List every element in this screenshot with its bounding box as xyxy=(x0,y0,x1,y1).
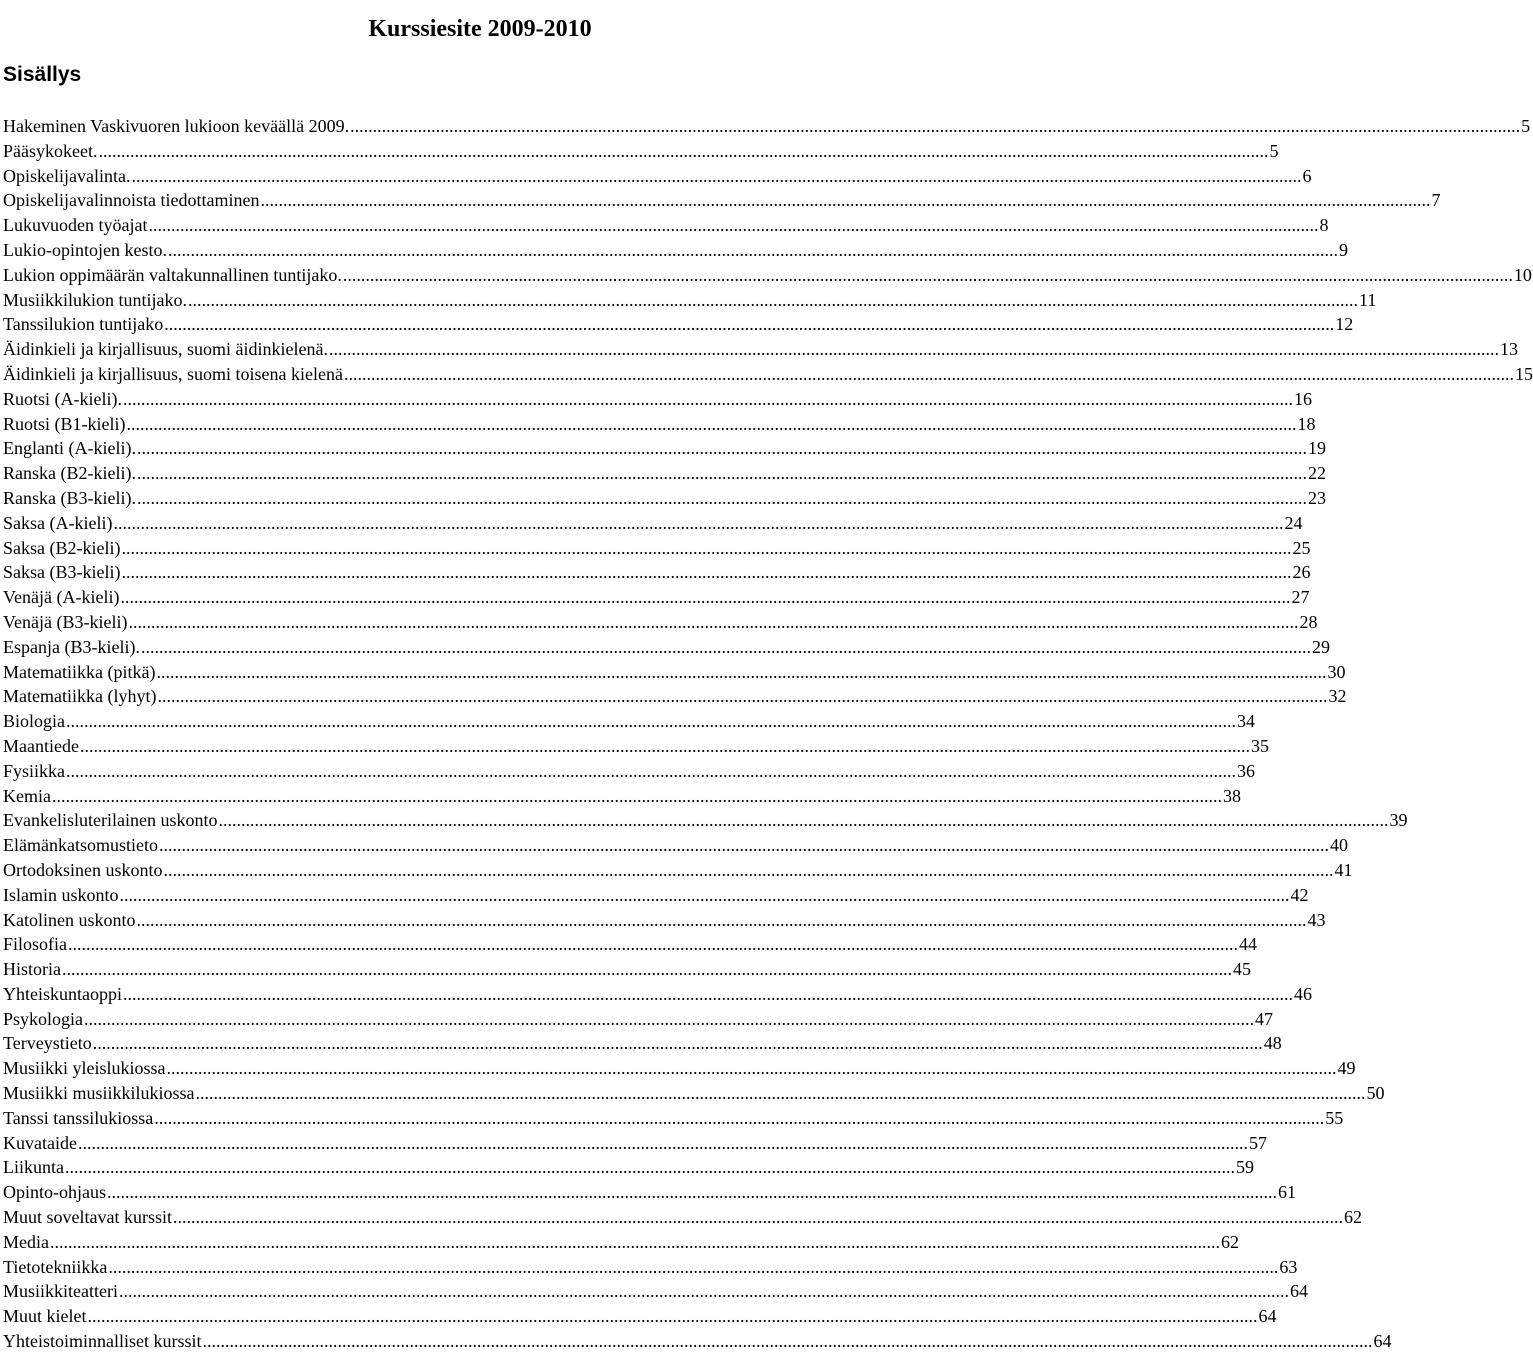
toc-entry[interactable] xyxy=(3,560,1311,585)
toc-dot-leader: .................................................................................................................................................................................................................................................................... xyxy=(163,859,1334,880)
toc-dot-leader: .................................................................................................................................................................................................................................................................... xyxy=(164,314,1335,335)
toc-entry-page-number: 61 xyxy=(1278,1182,1296,1203)
toc-dot-leader: .................................................................................................................................................................................................................................................................... xyxy=(343,363,1514,384)
toc-entry-page-number: 43 xyxy=(1307,909,1326,930)
toc-entry[interactable] xyxy=(3,238,1348,263)
toc-entry-page-number: 47 xyxy=(1255,1008,1274,1029)
toc-entry-label: Ranska (B2-kieli). xyxy=(3,463,136,484)
toc-entry[interactable] xyxy=(3,1081,1385,1106)
toc-entry-label: Maantiede xyxy=(3,735,79,756)
toc-entry-label: Äidinkieli ja kirjallisuus, suomi äidinkielenä. xyxy=(3,339,328,360)
toc-entry-label: Biologia xyxy=(3,711,65,732)
toc-dot-leader: .................................................................................................................................................................................................................................................................... xyxy=(87,1306,1258,1327)
toc-entry-page-number: 57 xyxy=(1248,1132,1267,1153)
toc-dot-leader: .................................................................................................................................................................................................................................................................... xyxy=(157,686,1328,707)
toc-entry-label: Venäjä (A-kieli) xyxy=(3,587,120,608)
toc-entry-page-number: 40 xyxy=(1329,835,1348,856)
toc-entry-label: Opiskelijavalinnoista tiedottaminen xyxy=(3,190,260,211)
toc-dot-leader: .................................................................................................................................................................................................................................................................... xyxy=(154,1107,1325,1128)
toc-entry-label: Elämänkatsomustieto xyxy=(3,835,158,856)
toc-entry[interactable] xyxy=(3,1007,1274,1032)
toc-entry-label: Ruotsi (B1-kieli) xyxy=(3,413,126,434)
toc-dot-leader: .................................................................................................................................................................................................................................................................... xyxy=(108,1256,1279,1277)
toc-entry-label: Yhteistoiminnalliset kurssit xyxy=(3,1331,202,1352)
toc-dot-leader: .................................................................................................................................................................................................................................................................... xyxy=(79,735,1250,756)
toc-dot-leader: .................................................................................................................................................................................................................................................................... xyxy=(136,463,1307,484)
toc-entry[interactable] xyxy=(3,759,1256,784)
toc-entry[interactable] xyxy=(3,1131,1267,1156)
toc-entry-label: Terveystieto xyxy=(3,1033,92,1054)
toc-entry-page-number: 41 xyxy=(1334,859,1353,880)
toc-entry[interactable] xyxy=(3,337,1518,362)
toc-dot-leader: .................................................................................................................................................................................................................................................................... xyxy=(140,636,1311,657)
toc-entry[interactable] xyxy=(3,1056,1356,1081)
toc-entry-page-number: 24 xyxy=(1284,512,1303,533)
toc-dot-leader: .................................................................................................................................................................................................................................................................... xyxy=(166,1058,1337,1079)
toc-entry-page-number: 48 xyxy=(1263,1033,1282,1054)
toc-entry[interactable] xyxy=(3,1155,1254,1180)
toc-entry-label: Matematiikka (lyhyt) xyxy=(3,686,157,707)
toc-entry-page-number: 15 xyxy=(1514,363,1533,384)
toc-dot-leader: .................................................................................................................................................................................................................................................................... xyxy=(119,884,1290,905)
toc-entry[interactable] xyxy=(3,536,1311,561)
toc-entry-label: Lukuvuoden työajat xyxy=(3,215,148,236)
toc-entry[interactable] xyxy=(3,1230,1239,1255)
toc-entry[interactable] xyxy=(3,412,1316,437)
toc-entry-page-number: 26 xyxy=(1292,562,1311,583)
toc-entry[interactable] xyxy=(3,610,1318,635)
toc-entry[interactable] xyxy=(3,1106,1344,1131)
toc-dot-leader: .................................................................................................................................................................................................................................................................... xyxy=(167,239,1338,260)
toc-entry[interactable] xyxy=(3,486,1326,511)
toc-entry-label: Saksa (B3-kieli) xyxy=(3,562,121,583)
page-title: Kurssiesite 2009-2010 xyxy=(368,16,592,43)
toc-entry[interactable] xyxy=(3,188,1441,213)
toc-dot-leader: .................................................................................................................................................................................................................................................................... xyxy=(120,587,1291,608)
toc-entry-label: Fysiikka xyxy=(3,760,66,781)
toc-dot-leader: .................................................................................................................................................................................................................................................................... xyxy=(158,835,1329,856)
toc-dot-leader: .................................................................................................................................................................................................................................................................... xyxy=(121,562,1292,583)
toc-dot-leader: .................................................................................................................................................................................................................................................................... xyxy=(131,165,1302,186)
toc-dot-leader: .................................................................................................................................................................................................................................................................... xyxy=(121,537,1292,558)
toc-entry-label: Islamin uskonto xyxy=(3,884,119,905)
toc-entry-page-number: 30 xyxy=(1327,661,1346,682)
toc-entry[interactable] xyxy=(3,1255,1298,1280)
toc-entry-label: Historia xyxy=(3,959,61,980)
toc-entry-page-number: 34 xyxy=(1237,711,1255,732)
toc-entry-page-number: 64 xyxy=(1373,1331,1392,1352)
toc-entry-label: Ranska (B3-kieli). xyxy=(3,487,136,508)
toc-entry-label: Evankelisluterilainen uskonto xyxy=(3,810,218,831)
toc-entry[interactable] xyxy=(3,1180,1296,1205)
toc-dot-leader: .................................................................................................................................................................................................................................................................... xyxy=(148,215,1319,236)
toc-entry-page-number: 11 xyxy=(1359,289,1377,310)
toc-entry-page-number: 39 xyxy=(1389,810,1408,831)
toc-entry-label: Saksa (A-kieli) xyxy=(3,512,113,533)
toc-entry-page-number: 62 xyxy=(1220,1231,1239,1252)
toc-dot-leader: .................................................................................................................................................................................................................................................................... xyxy=(118,1281,1289,1302)
toc-entry[interactable] xyxy=(3,312,1354,337)
toc-entry-page-number: 35 xyxy=(1250,735,1269,756)
toc-entry-page-number: 9 xyxy=(1338,239,1348,260)
toc-entry-label: Musiikkiteatteri xyxy=(3,1281,118,1302)
toc-entry-page-number: 19 xyxy=(1307,438,1326,459)
toc-entry[interactable] xyxy=(3,982,1312,1007)
toc-entry-page-number: 44 xyxy=(1239,934,1258,955)
toc-entry[interactable] xyxy=(3,1279,1308,1304)
toc-dot-leader: .................................................................................................................................................................................................................................................................... xyxy=(62,959,1232,980)
toc-dot-leader: .................................................................................................................................................................................................................................................................... xyxy=(98,140,1269,161)
toc-entry-label: Liikunta xyxy=(3,1157,64,1178)
toc-entry-page-number: 10 xyxy=(1513,264,1532,285)
toc-entry-label: Tanssilukion tuntijako xyxy=(3,314,164,335)
toc-entry[interactable] xyxy=(3,288,1377,313)
toc-entry[interactable] xyxy=(3,1205,1362,1230)
toc-entry-page-number: 5 xyxy=(1521,116,1531,136)
toc-entry-label: Kemia xyxy=(3,785,51,806)
toc-entry-label: Musiikki yleislukiossa xyxy=(3,1058,166,1079)
toc-entry-page-number: 32 xyxy=(1328,686,1347,707)
toc-entry-page-number: 7 xyxy=(1431,190,1441,211)
toc-entry-label: Englanti (A-kieli). xyxy=(3,438,136,459)
toc-entry[interactable] xyxy=(3,114,1531,139)
toc-entry-page-number: 25 xyxy=(1292,537,1311,558)
toc-entry-label: Yhteiskuntaoppi xyxy=(3,983,122,1004)
toc-dot-leader: .................................................................................................................................................................................................................................................................... xyxy=(66,711,1236,732)
toc-dot-leader: .................................................................................................................................................................................................................................................................... xyxy=(51,785,1222,806)
toc-entry-label: Pääsykokeet. xyxy=(3,140,98,161)
toc-dot-leader: .................................................................................................................................................................................................................................................................... xyxy=(350,116,1521,136)
toc-dot-leader: .................................................................................................................................................................................................................................................................... xyxy=(328,339,1499,360)
toc-entry-label: Opiskelijavalinta. xyxy=(3,165,131,186)
toc-entry[interactable] xyxy=(3,808,1408,833)
toc-entry-page-number: 5 xyxy=(1269,140,1279,161)
toc-entry[interactable] xyxy=(3,833,1348,858)
toc-dot-leader: .................................................................................................................................................................................................................................................................... xyxy=(136,909,1307,930)
toc-entry-page-number: 22 xyxy=(1307,463,1326,484)
toc-dot-leader: .................................................................................................................................................................................................................................................................... xyxy=(218,810,1389,831)
toc-entry[interactable] xyxy=(3,139,1279,164)
toc-entry-page-number: 28 xyxy=(1299,611,1318,632)
toc-entry-label: Äidinkieli ja kirjallisuus, suomi toisena kielenä xyxy=(3,363,343,384)
toc-entry[interactable] xyxy=(3,461,1326,486)
toc-entry[interactable] xyxy=(3,684,1347,709)
table-of-contents xyxy=(3,114,1533,1354)
toc-dot-leader: .................................................................................................................................................................................................................................................................... xyxy=(123,388,1293,409)
toc-dot-leader: .................................................................................................................................................................................................................................................................... xyxy=(66,760,1237,781)
toc-entry[interactable] xyxy=(3,932,1258,957)
toc-entry[interactable] xyxy=(3,213,1329,238)
toc-dot-leader: .................................................................................................................................................................................................................................................................... xyxy=(136,438,1307,459)
toc-entry[interactable] xyxy=(3,164,1312,189)
toc-entry-label: Espanja (B3-kieli). xyxy=(3,636,140,657)
toc-dot-leader: .................................................................................................................................................................................................................................................................... xyxy=(202,1331,1373,1352)
toc-entry[interactable] xyxy=(3,1329,1392,1354)
toc-dot-leader: .................................................................................................................................................................................................................................................................... xyxy=(77,1132,1248,1153)
toc-dot-leader: .................................................................................................................................................................................................................................................................... xyxy=(128,611,1299,632)
toc-entry-page-number: 8 xyxy=(1319,215,1329,236)
toc-dot-leader: .................................................................................................................................................................................................................................................................... xyxy=(188,289,1359,310)
toc-entry[interactable] xyxy=(3,263,1532,288)
toc-entry-page-number: 16 xyxy=(1294,388,1312,409)
toc-dot-leader: .................................................................................................................................................................................................................................................................... xyxy=(156,661,1327,682)
toc-entry-page-number: 50 xyxy=(1366,1083,1385,1104)
toc-dot-leader: .................................................................................................................................................................................................................................................................... xyxy=(84,1008,1255,1029)
toc-entry-label: Muut soveltavat kurssit xyxy=(3,1207,172,1228)
toc-dot-leader: .................................................................................................................................................................................................................................................................... xyxy=(126,413,1297,434)
toc-entry[interactable] xyxy=(3,511,1303,536)
toc-entry-page-number: 59 xyxy=(1236,1157,1254,1178)
toc-entry-label: Katolinen uskonto xyxy=(3,909,136,930)
toc-entry-label: Tietotekniikka xyxy=(3,1256,108,1277)
toc-entry-label: Matematiikka (pitkä) xyxy=(3,661,156,682)
toc-entry-label: Ruotsi (A-kieli). xyxy=(3,388,122,409)
toc-entry-page-number: 63 xyxy=(1279,1256,1298,1277)
toc-dot-leader: .................................................................................................................................................................................................................................................................... xyxy=(107,1182,1277,1203)
toc-entry-label: Ortodoksinen uskonto xyxy=(3,859,163,880)
toc-entry-label: Psykologia xyxy=(3,1008,84,1029)
toc-entry-label: Hakeminen Vaskivuoren lukioon keväällä 2009. xyxy=(3,116,350,136)
toc-entry-label: Media xyxy=(3,1231,49,1252)
toc-entry[interactable] xyxy=(3,660,1346,685)
toc-heading: Sisällys xyxy=(3,63,82,86)
toc-entry-page-number: 42 xyxy=(1290,884,1309,905)
toc-entry-label: Filosofia xyxy=(3,934,68,955)
toc-entry[interactable] xyxy=(3,436,1326,461)
toc-entry-page-number: 46 xyxy=(1294,983,1312,1004)
toc-entry-label: Musiikkilukion tuntijako. xyxy=(3,289,188,310)
toc-entry-page-number: 36 xyxy=(1237,760,1256,781)
toc-entry-label: Tanssi tanssilukiossa xyxy=(3,1107,154,1128)
toc-dot-leader: .................................................................................................................................................................................................................................................................... xyxy=(123,983,1293,1004)
toc-entry-page-number: 38 xyxy=(1222,785,1241,806)
toc-entry[interactable] xyxy=(3,585,1310,610)
toc-entry-page-number: 27 xyxy=(1291,587,1310,608)
toc-entry[interactable] xyxy=(3,1304,1277,1329)
toc-entry[interactable] xyxy=(3,858,1353,883)
toc-dot-leader: .................................................................................................................................................................................................................................................................... xyxy=(68,934,1239,955)
toc-dot-leader: .................................................................................................................................................................................................................................................................... xyxy=(92,1033,1263,1054)
toc-entry[interactable] xyxy=(3,362,1533,387)
toc-entry-page-number: 64 xyxy=(1258,1306,1277,1327)
toc-entry-page-number: 64 xyxy=(1289,1281,1308,1302)
toc-entry[interactable] xyxy=(3,883,1309,908)
toc-entry[interactable] xyxy=(3,734,1269,759)
toc-dot-leader: .................................................................................................................................................................................................................................................................... xyxy=(113,512,1284,533)
toc-entry[interactable] xyxy=(3,635,1330,660)
toc-entry-page-number: 45 xyxy=(1233,959,1251,980)
toc-entry[interactable] xyxy=(3,784,1241,809)
toc-entry[interactable] xyxy=(3,1031,1282,1056)
toc-entry-label: Opinto-ohjaus xyxy=(3,1182,106,1203)
toc-entry-page-number: 12 xyxy=(1335,314,1354,335)
toc-entry-page-number: 18 xyxy=(1297,413,1316,434)
toc-entry-page-number: 23 xyxy=(1307,487,1326,508)
toc-dot-leader: .................................................................................................................................................................................................................................................................... xyxy=(260,190,1431,211)
toc-entry[interactable] xyxy=(3,908,1326,933)
toc-entry[interactable] xyxy=(3,709,1255,734)
toc-entry-page-number: 13 xyxy=(1499,339,1518,360)
toc-dot-leader: .................................................................................................................................................................................................................................................................... xyxy=(49,1231,1220,1252)
toc-entry[interactable] xyxy=(3,387,1312,412)
toc-dot-leader: .................................................................................................................................................................................................................................................................... xyxy=(342,264,1513,285)
toc-dot-leader: .................................................................................................................................................................................................................................................................... xyxy=(65,1157,1235,1178)
toc-entry-label: Muut kielet xyxy=(3,1306,87,1327)
toc-entry-page-number: 55 xyxy=(1325,1107,1344,1128)
toc-dot-leader: .................................................................................................................................................................................................................................................................... xyxy=(136,487,1307,508)
toc-dot-leader: .................................................................................................................................................................................................................................................................... xyxy=(195,1083,1366,1104)
toc-dot-leader: .................................................................................................................................................................................................................................................................... xyxy=(173,1207,1343,1228)
toc-entry-page-number: 29 xyxy=(1311,636,1330,657)
toc-entry-label: Venäjä (B3-kieli) xyxy=(3,611,128,632)
toc-entry[interactable] xyxy=(3,957,1251,982)
toc-entry-page-number: 6 xyxy=(1302,165,1312,186)
toc-entry-label: Lukio-opintojen kesto. xyxy=(3,239,167,260)
toc-entry-label: Musiikki musiikkilukiossa xyxy=(3,1083,195,1104)
toc-entry-label: Lukion oppimäärän valtakunnallinen tuntijako. xyxy=(3,264,342,285)
toc-entry-label: Saksa (B2-kieli) xyxy=(3,537,121,558)
toc-entry-label: Kuvataide xyxy=(3,1132,77,1153)
toc-entry-page-number: 49 xyxy=(1337,1058,1356,1079)
toc-entry-page-number: 62 xyxy=(1344,1207,1362,1228)
